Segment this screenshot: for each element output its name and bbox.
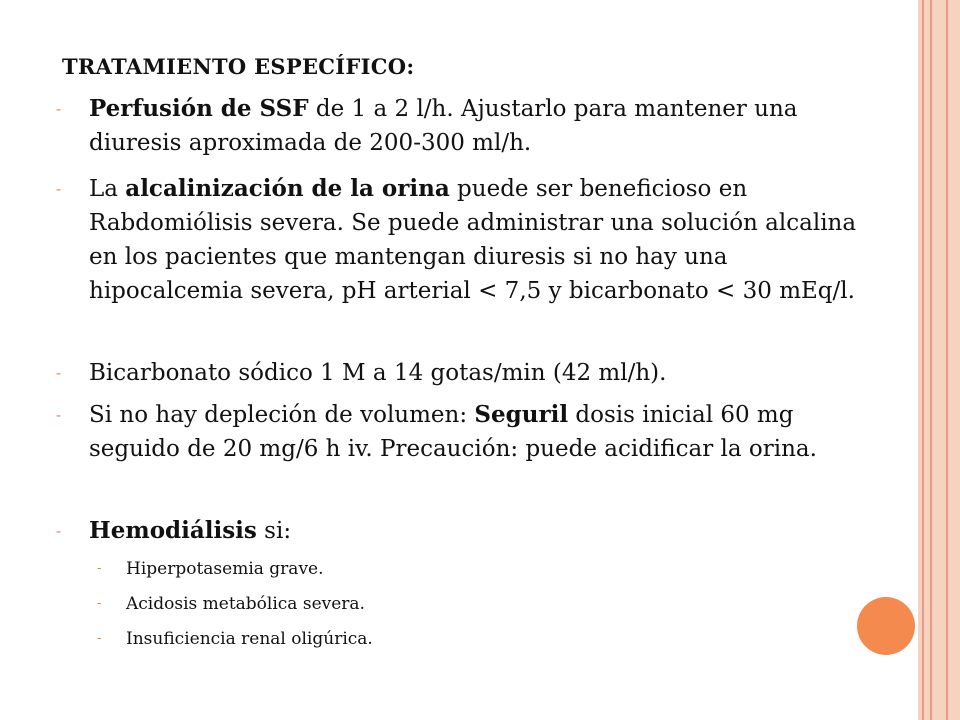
bold-term: Perfusión de SSF — [89, 95, 309, 122]
bullet-text: Si no hay depleción de volumen: — [89, 402, 475, 428]
bullet-dash: - — [97, 561, 102, 576]
decorative-stripe-line — [922, 0, 924, 720]
decorative-stripe-line — [930, 0, 932, 720]
bullet-dash: - — [97, 596, 102, 611]
bullet-item-perfusion — [56, 92, 859, 160]
sub-bullet-text: Insuficiencia renal oligúrica. — [126, 629, 373, 649]
bullet-dash: - — [56, 100, 62, 118]
bold-term: Hemodiálisis — [89, 517, 257, 544]
sub-bullet-item — [97, 557, 826, 581]
bullet-text: dosis inicial 60 mg seguido de 20 mg/6 h iv. Precaución: puede acidificar la orina. — [89, 402, 817, 462]
bullet-text: de 1 a 2 l/h. Ajustarlo para mantener una diuresis aproximada de 200-300 ml/h. — [89, 96, 798, 156]
bullet-item-hemodialisis — [56, 514, 859, 548]
bullet-text: La — [89, 176, 126, 202]
bullet-dash: - — [56, 364, 62, 382]
bullet-text: Bicarbonato sódico 1 M a 14 gotas/min (42 ml/h). — [89, 360, 667, 386]
sub-bullet-item — [97, 592, 826, 616]
bold-term: Seguril — [474, 401, 569, 428]
bullet-item-bicarbonato — [56, 356, 859, 390]
bullet-dash: - — [56, 522, 62, 540]
sub-bullet-text: Hiperpotasemia grave. — [126, 559, 324, 579]
bullet-text: puede ser beneficioso en Rabdomiólisis severa. Se puede administrar una solución alcalina en los pacientes que mantengan diuresis si no hay una hipocalcemia severa, pH arterial < 7,5 y bicarbonato < 30 mEq/l. — [89, 176, 857, 304]
bullet-text: si: — [256, 518, 292, 544]
right-decorative-band — [918, 0, 960, 720]
bullet-dash: - — [97, 631, 102, 646]
slide-title: TRATAMIENTO ESPECÍFICO: — [62, 54, 415, 79]
bullet-item-alcalinizacion — [56, 172, 859, 308]
decorative-orange-circle — [857, 597, 915, 655]
bullet-dash: - — [56, 180, 62, 198]
bullet-dash: - — [56, 406, 62, 424]
bold-term: alcalinización de la orina — [125, 175, 450, 202]
sub-bullet-item — [97, 627, 826, 651]
sub-bullet-text: Acidosis metabólica severa. — [126, 594, 365, 614]
decorative-stripe-line — [946, 0, 948, 720]
bullet-item-seguril — [56, 398, 859, 466]
